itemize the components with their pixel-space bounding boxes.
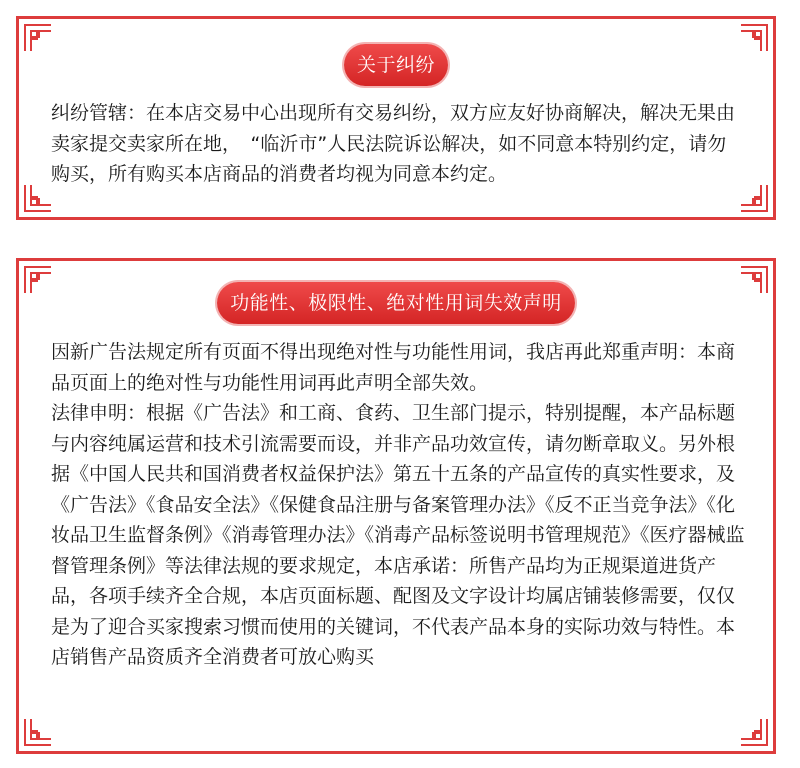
dispute-notice-panel	[16, 16, 776, 220]
corner-ornament-icon	[739, 23, 769, 53]
section-title-pill: 功能性、极限性、绝对性用词失效声明	[217, 282, 575, 324]
section-title-wrap	[19, 282, 773, 324]
corner-ornament-icon	[23, 23, 53, 53]
disclaimer-paragraph-1: 因新广告法规定所有页面不得出现绝对性与功能性用词，我店再此郑重声明：本商品页面上的绝对性与功能性用词再此声明全部失效。	[51, 341, 736, 394]
corner-ornament-icon	[739, 183, 769, 213]
dispute-body-text: 纠纷管辖：在本店交易中心出现所有交易纠纷，双方应友好协商解决，解决无果由卖家提交卖家所在地， “临沂市”人民法院诉讼解决，如不同意本特别约定，请勿购买，所有购买本店商品的消费者均视为同意本约定。	[51, 102, 736, 185]
corner-ornament-icon	[739, 717, 769, 747]
disclaimer-notice-panel	[16, 258, 776, 754]
corner-ornament-icon	[23, 265, 53, 295]
section-title-pill: 关于纠纷	[344, 44, 448, 86]
corner-ornament-icon	[739, 265, 769, 295]
section-title-wrap	[19, 44, 773, 86]
disclaimer-paragraph-2: 法律申明：根据《广告法》和工商、食药、卫生部门提示，特别提醒，本产品标题与内容纯属运营和技术引流需要而设，并非产品功效宣传，请勿断章取义。另外根据《中国人民共和国消费者权益保护法》第五十五条的产品宣传的真实性要求，及《广告法》《食品安全法》《保健食品注册与备案管理办法》《反不正当竞争法》《化妆品卫生监督条例》《消毒管理办法》《消毒产品标签说明书管理规范》《医疗器械监督管理条例》等法律法规的要求规定，本店承诺：所售产品均为正规渠道进货产品，各项手续齐全合规，本店页面标题、配图及文字设计均属店铺装修需要，仅仅是为了迎合买家搜索习惯而使用的关键词，不代表产品本身的实际功效与特性。本店销售产品资质齐全消费者可放心购买	[51, 402, 745, 668]
corner-ornament-icon	[23, 183, 53, 213]
corner-ornament-icon	[23, 717, 53, 747]
